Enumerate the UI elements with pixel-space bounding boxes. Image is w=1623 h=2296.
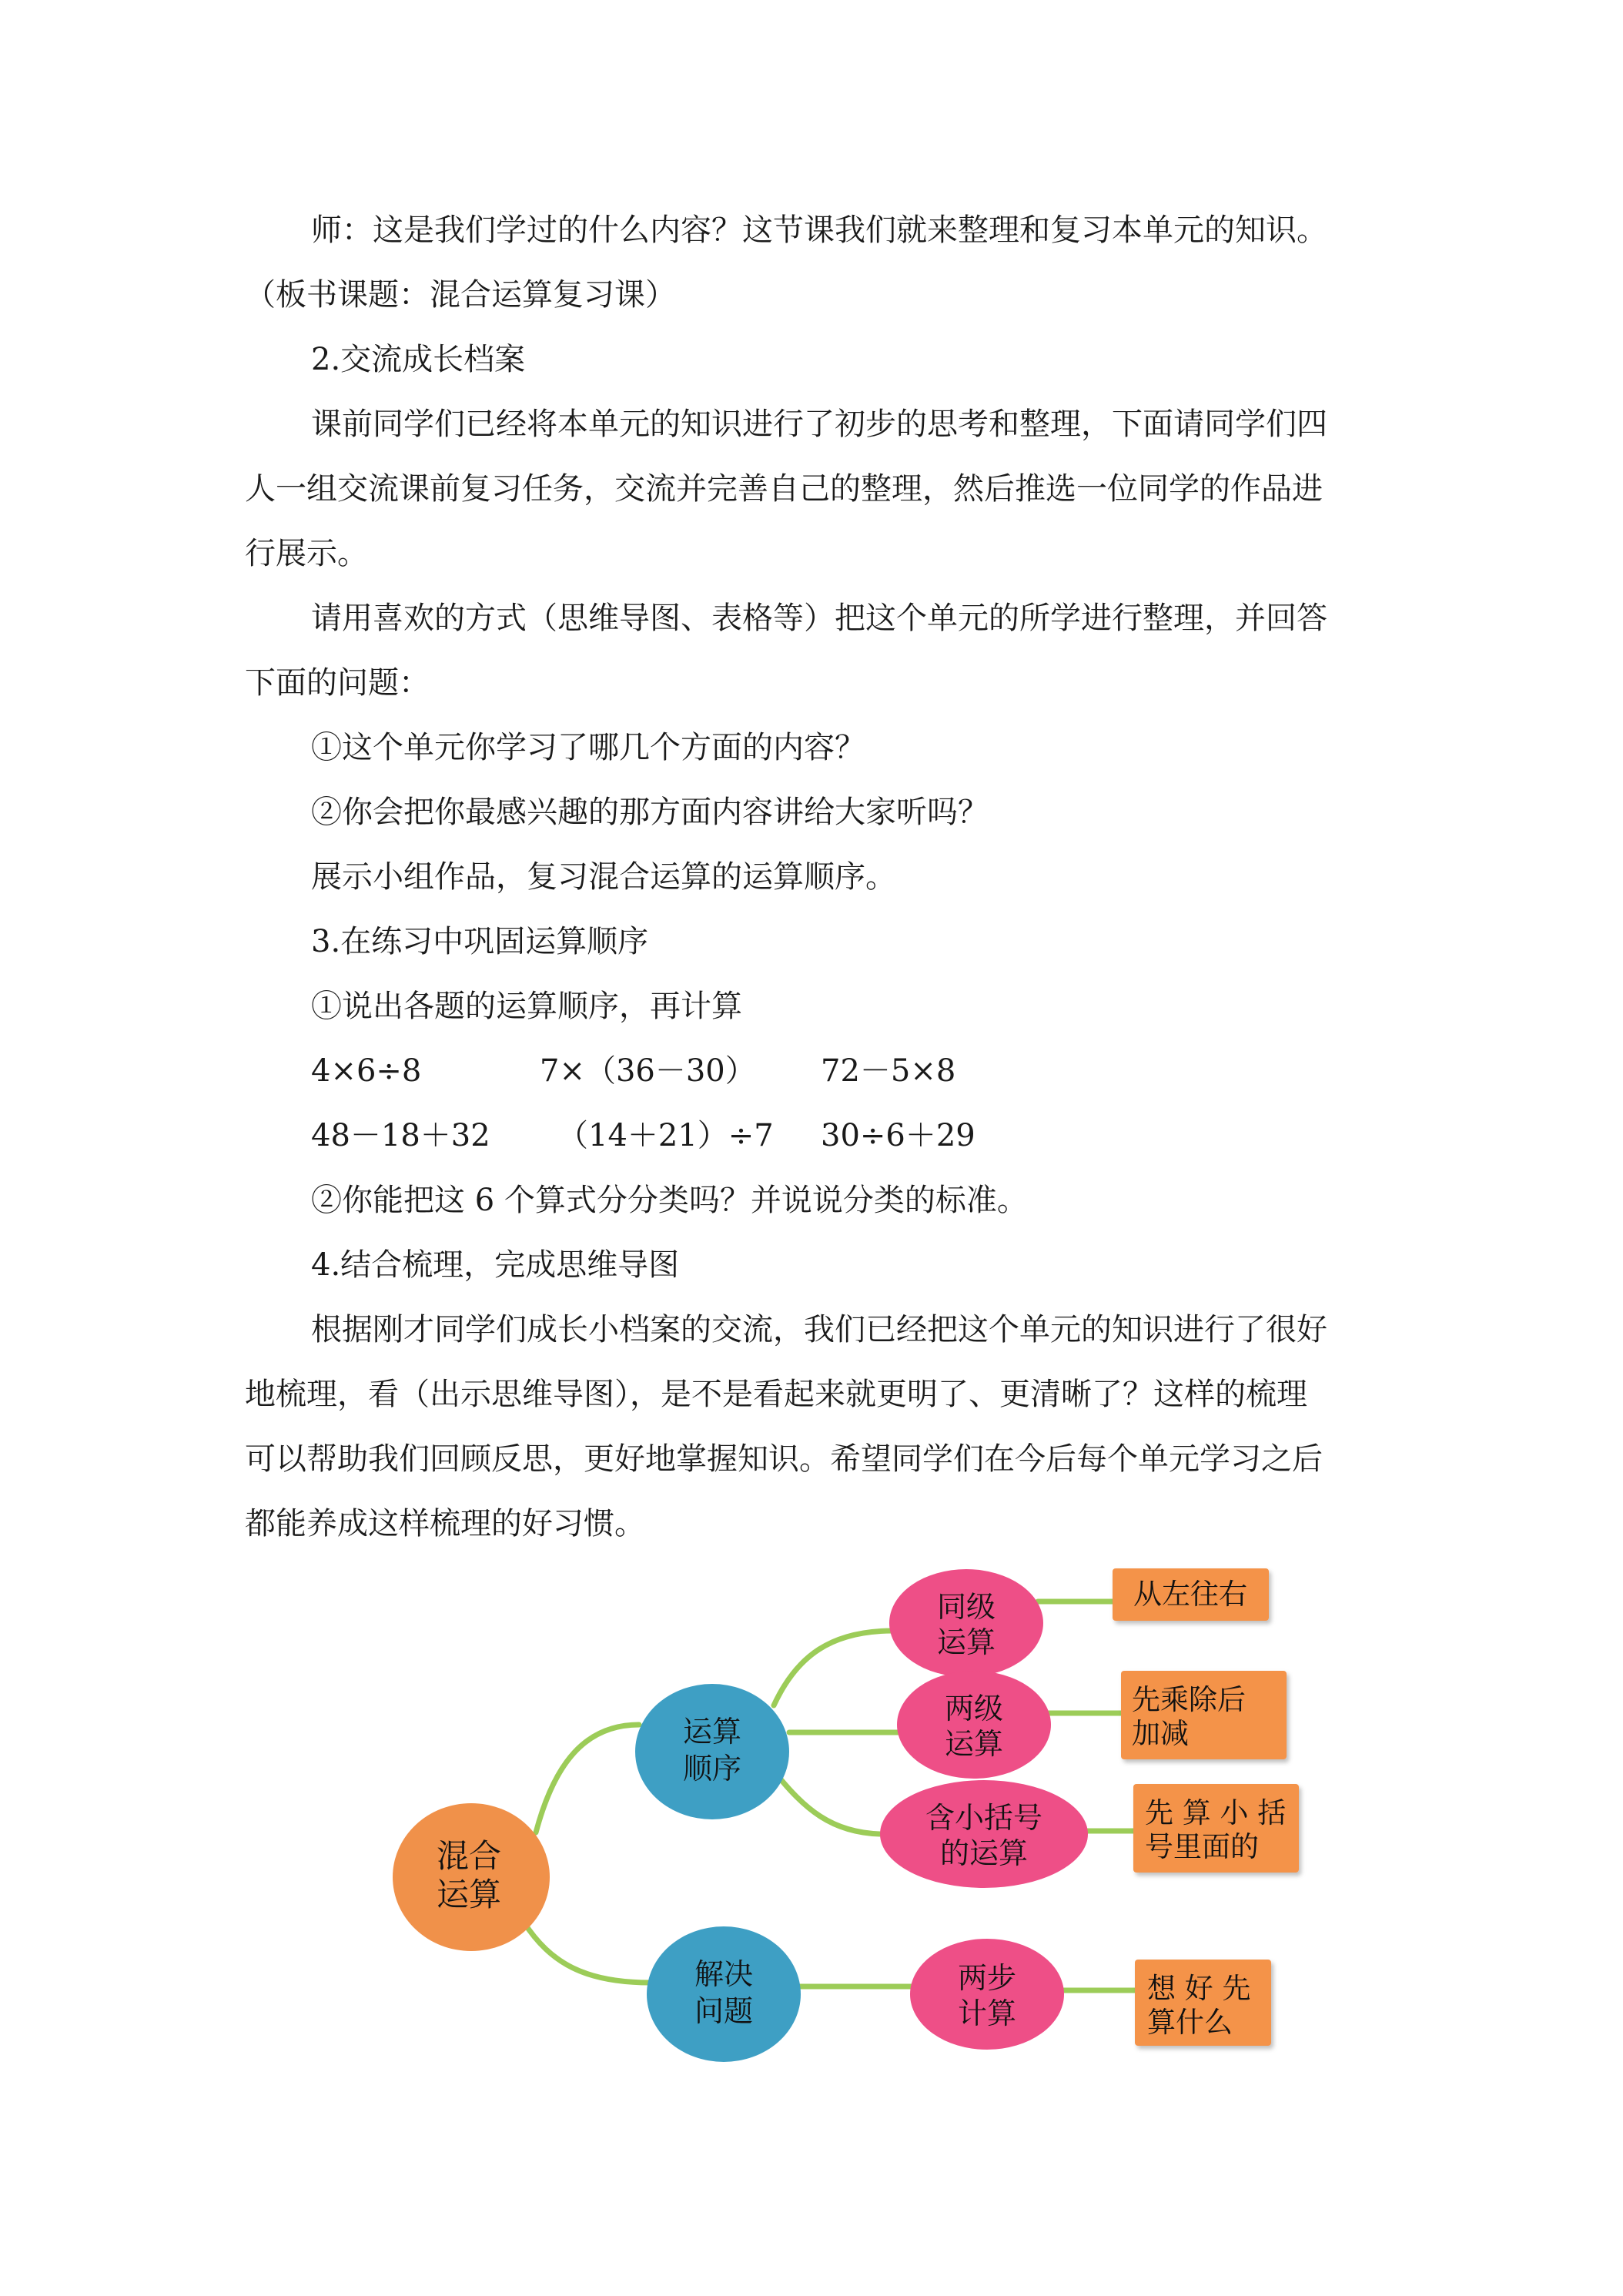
task-2: ②你能把这 6 个算式分分类吗？并说说分类的标准。 (311, 1183, 1028, 1218)
paragraph-line: 地梳理，看（出示思维导图），是不是看起来就更明了、更清晰了？这样的梳理 (245, 1377, 1307, 1412)
root-line-2: 运算 (436, 1876, 502, 1913)
equation: 30÷6＋29 (821, 1118, 975, 1153)
board-title-note: （板书课题：混合运算复习课） (245, 277, 676, 313)
leaf-1-line-1: 从左往右 (1133, 1578, 1247, 1611)
paragraph-line: 根据刚才同学们成长小档案的交流，我们已经把这个单元的知识进行了很好 (311, 1312, 1327, 1347)
branch-order-line-2: 顺序 (682, 1752, 742, 1786)
paragraph-line: 请用喜欢的方式（思维导图、表格等）把这个单元的所学进行整理，并回答 (311, 601, 1327, 636)
connector-order-same (774, 1631, 893, 1705)
section-heading-4: 4.结合梳理，完成思维导图 (311, 1247, 680, 1283)
root-line-1: 混合 (436, 1837, 502, 1875)
node-paren (880, 1780, 1088, 1888)
mindmap-root (393, 1803, 550, 1951)
leaf-4 (1135, 1960, 1271, 2046)
paragraph-line: 都能养成这样梳理的好习惯。 (245, 1506, 645, 1541)
equation: （14＋21）÷7 (557, 1118, 774, 1153)
node-two-step (910, 1939, 1064, 2050)
paragraph-line: 课前同学们已经将本单元的知识进行了初步的思考和整理，下面请同学们四 (311, 407, 1327, 442)
node-two-level (897, 1671, 1051, 1779)
paragraph-line: 行展示。 (245, 536, 368, 571)
connector-root-solve (524, 1922, 651, 1983)
node-same-level (889, 1569, 1043, 1677)
paragraph-line: 可以帮助我们回顾反思，更好地掌握知识。希望同学们在今后每个单元学习之后 (245, 1441, 1323, 1477)
equation: 4×6÷8 (311, 1053, 422, 1089)
question-1: ①这个单元你学习了哪几个方面的内容？ (311, 730, 865, 765)
leaf-3 (1133, 1784, 1299, 1873)
node-same-level-line-2: 运算 (936, 1625, 996, 1659)
paragraph-line: 下面的问题： (245, 665, 430, 701)
paragraph-line: 人一组交流课前复习任务，交流并完善自己的整理，然后推选一位同学的作品进 (245, 471, 1323, 507)
leaf-4-line-2: 算什么 (1147, 2006, 1233, 2039)
connector-root-order (536, 1725, 639, 1832)
section-heading-2: 2.交流成长档案 (311, 342, 526, 377)
branch-solve-line-2: 问题 (694, 1994, 754, 2028)
leaf-2 (1121, 1671, 1287, 1759)
connector-order-paren (774, 1771, 880, 1834)
teacher-paragraph: 师：这是我们学过的什么内容？这节课我们就来整理和复习本单元的知识。 (311, 213, 1327, 248)
node-same-level-line-1: 同级 (936, 1590, 996, 1624)
branch-solve-line-1: 解决 (694, 1957, 754, 1991)
equation: 72－5×8 (821, 1053, 956, 1089)
equation: 48－18＋32 (311, 1118, 490, 1153)
leaf-3-line-1: 先 算 小 括 (1145, 1796, 1287, 1829)
node-two-step-line-2: 计算 (957, 1996, 1017, 2030)
branch-order (635, 1684, 789, 1819)
branch-order-line-1: 运算 (682, 1715, 742, 1749)
question-2: ②你会把你最感兴趣的那方面内容讲给大家听吗？ (311, 795, 989, 830)
paragraph-line: 展示小组作品，复习混合运算的运算顺序。 (311, 859, 896, 895)
leaf-1 (1113, 1568, 1269, 1621)
branch-solve (647, 1926, 801, 2062)
leaf-4-line-1: 想 好 先 (1147, 1972, 1251, 2005)
node-two-step-line-1: 两步 (957, 1961, 1017, 1995)
leaf-2-line-1: 先乘除后 (1132, 1683, 1246, 1716)
node-paren-line-2: 的运算 (939, 1836, 1029, 1870)
section-heading-3: 3.在练习中巩固运算顺序 (311, 924, 649, 959)
leaf-2-line-2: 加减 (1132, 1717, 1189, 1750)
task-1: ①说出各题的运算顺序，再计算 (311, 989, 742, 1024)
node-two-level-line-1: 两级 (944, 1692, 1004, 1725)
node-two-level-line-2: 运算 (944, 1727, 1004, 1761)
equation: 7×（36－30） (540, 1053, 756, 1089)
leaf-3-line-2: 号里面的 (1145, 1830, 1259, 1863)
node-paren-line-1: 含小括号 (925, 1801, 1043, 1835)
